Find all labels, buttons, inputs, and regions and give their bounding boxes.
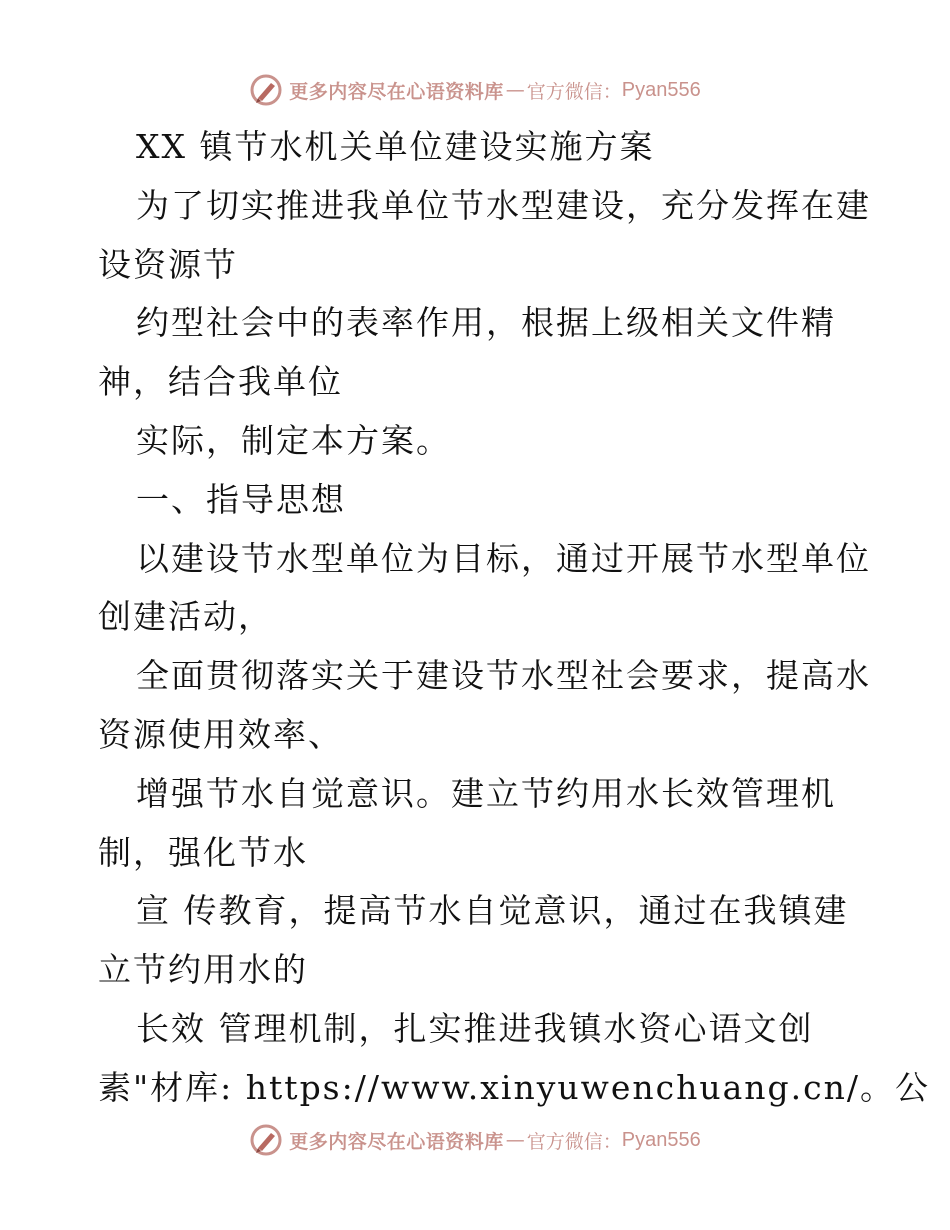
doc-line: 全面贯彻落实关于建设节水型社会要求，提高水 bbox=[136, 656, 871, 696]
doc-line: 约型社会中的表率作用，根据上级相关文件精 bbox=[136, 303, 836, 343]
doc-line: 实际，制定本方案。 bbox=[136, 420, 451, 460]
section-heading: 一、指导思想 bbox=[136, 479, 346, 519]
doc-line: 素"材库: https://www.xinyuwenchuang.cn/。公 bbox=[98, 1067, 931, 1107]
header-watermark-banner bbox=[0, 70, 950, 110]
doc-line: 宣 传教育，提高节水自觉意识，通过在我镇建 bbox=[136, 891, 849, 931]
banner-wechat-label: 官方微信： bbox=[526, 80, 622, 103]
banner-text: 更多内容尽在心语资料库 bbox=[289, 80, 504, 103]
doc-line: 制，强化节水 bbox=[98, 832, 308, 872]
doc-line: 增强节水自觉意识。建立节约用水长效管理机 bbox=[136, 773, 836, 813]
banner-dash: — bbox=[505, 1129, 525, 1151]
doc-line: 以建设节水型单位为目标，通过开展节水型单位 bbox=[136, 538, 871, 578]
footer-watermark-banner bbox=[0, 1120, 950, 1160]
doc-line: 长效 管理机制，扎实推进我镇水资心语文创 bbox=[136, 1008, 814, 1048]
doc-line: 立节约用水的 bbox=[98, 950, 308, 990]
doc-line: 资源使用效率、 bbox=[98, 714, 343, 754]
doc-line: 创建活动， bbox=[98, 597, 273, 637]
banner-text: 更多内容尽在心语资料库 bbox=[289, 1130, 504, 1153]
banner-wechat-id: Pyan556 bbox=[621, 1128, 701, 1151]
banner-wechat-label: 官方微信： bbox=[526, 1130, 622, 1153]
document-body bbox=[98, 118, 931, 1118]
pen-logo-icon bbox=[249, 1123, 283, 1157]
banner-dash: — bbox=[505, 79, 525, 101]
doc-title: XX 镇节水机关单位建设实施方案 bbox=[136, 127, 655, 166]
doc-line: 神，结合我单位 bbox=[98, 362, 343, 402]
doc-line: 设资源节 bbox=[98, 244, 238, 284]
pen-logo-icon bbox=[249, 73, 283, 107]
banner-wechat-id: Pyan556 bbox=[621, 78, 701, 101]
doc-line: 为了切实推进我单位节水型建设，充分发挥在建 bbox=[136, 185, 871, 225]
